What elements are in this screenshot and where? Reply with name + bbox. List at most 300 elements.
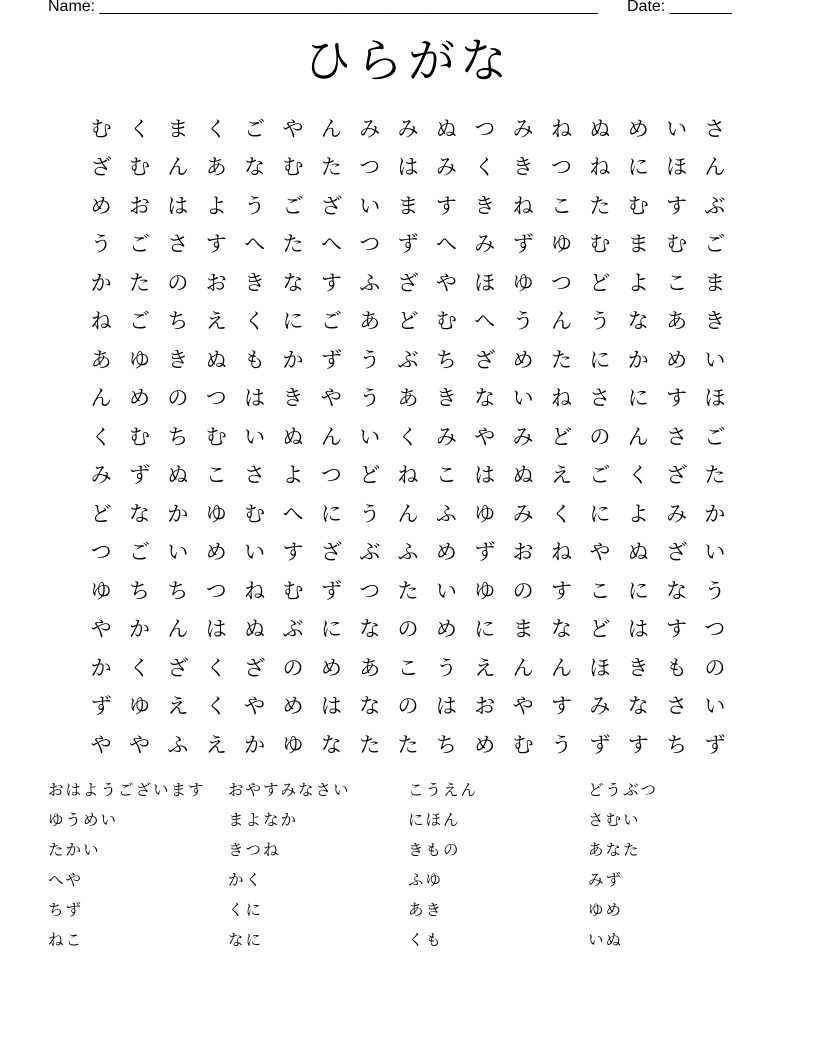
grid-cell: え [205, 732, 227, 757]
grid-cell: た [397, 578, 419, 603]
grid-cell: な [320, 732, 342, 757]
grid-cell: へ [320, 232, 342, 257]
grid-cell: め [282, 694, 304, 719]
grid-cell: へ [282, 501, 304, 526]
grid-cell: ゆ [282, 732, 304, 757]
grid-cell: ご [282, 193, 304, 218]
grid-cell: た [397, 732, 419, 757]
grid-cell: め [90, 193, 112, 218]
grid-cell: つ [205, 386, 227, 411]
grid-cell: に [589, 501, 611, 526]
grid-cell: お [205, 270, 227, 295]
grid-cell: か [90, 270, 112, 295]
grid-cell: ね [550, 116, 572, 141]
grid-cell: む [512, 732, 534, 757]
grid-cell: ん [550, 309, 572, 334]
grid-cell: ど [589, 270, 611, 295]
grid-cell: ぬ [244, 617, 266, 642]
grid-cell: う [550, 732, 572, 757]
grid-row [82, 649, 734, 688]
grid-cell: く [90, 424, 112, 449]
grid-cell: に [474, 617, 496, 642]
grid-cell: ゆ [474, 501, 496, 526]
grid-cell: ふ [167, 732, 189, 757]
grid-cell: つ [550, 155, 572, 180]
grid-row [82, 572, 734, 611]
grid-cell: ざ [244, 655, 266, 680]
grid-cell: の [397, 617, 419, 642]
grid-cell: え [474, 655, 496, 680]
grid-cell: た [589, 193, 611, 218]
grid-cell: ね [550, 540, 572, 565]
grid-cell: た [282, 232, 304, 257]
grid-cell: に [282, 309, 304, 334]
page-title: ひらがな [304, 34, 512, 89]
grid-cell: く [550, 501, 572, 526]
grid-cell: み [512, 424, 534, 449]
word-list-item: あき [408, 901, 444, 919]
grid-cell: な [244, 155, 266, 180]
grid-cell: き [435, 386, 457, 411]
grid-cell: ざ [320, 193, 342, 218]
grid-row [82, 611, 734, 650]
word-list-item: ゆうめい [48, 811, 119, 829]
grid-cell: う [589, 309, 611, 334]
grid-cell: む [627, 193, 649, 218]
grid-cell: み [435, 155, 457, 180]
grid-cell: き [704, 309, 726, 334]
grid-cell: す [282, 540, 304, 565]
grid-cell: こ [397, 655, 419, 680]
grid-cell: ご [589, 463, 611, 488]
grid-cell: む [282, 578, 304, 603]
grid-cell: は [205, 617, 227, 642]
grid-cell: な [550, 617, 572, 642]
grid-cell: さ [666, 424, 688, 449]
grid-cell: ま [512, 617, 534, 642]
grid-cell: め [666, 347, 688, 372]
grid-cell: ね [512, 193, 534, 218]
grid-cell: ほ [704, 386, 726, 411]
grid-cell: ど [359, 463, 381, 488]
grid-cell: ず [589, 732, 611, 757]
name-field-label: Name: ________________________________________________________ [48, 0, 598, 15]
grid-cell: ど [550, 424, 572, 449]
grid-row [82, 341, 734, 380]
grid-cell: た [359, 732, 381, 757]
grid-row [82, 226, 734, 265]
grid-cell: や [474, 424, 496, 449]
grid-cell: ぶ [704, 193, 726, 218]
grid-cell: ぬ [627, 540, 649, 565]
grid-cell: ぶ [282, 617, 304, 642]
grid-cell: み [435, 424, 457, 449]
grid-cell: ゆ [550, 232, 572, 257]
header [0, 0, 816, 20]
grid-cell: に [627, 578, 649, 603]
grid-cell: す [320, 270, 342, 295]
word-list-item: きもの [408, 841, 461, 859]
grid-cell: ご [129, 540, 151, 565]
grid-cell: な [359, 617, 381, 642]
grid-cell: い [704, 347, 726, 372]
grid-cell: う [435, 655, 457, 680]
word-list-item: たかい [48, 841, 101, 859]
grid-cell: な [282, 270, 304, 295]
grid-cell: お [474, 694, 496, 719]
grid-cell: え [167, 694, 189, 719]
grid-cell: ね [550, 386, 572, 411]
grid-cell: き [627, 655, 649, 680]
grid-cell: な [627, 694, 649, 719]
word-list-item: ゆめ [588, 901, 624, 919]
grid-cell: な [666, 578, 688, 603]
word-list-item: かく [228, 871, 264, 889]
grid-cell: ほ [589, 655, 611, 680]
grid-cell: ず [129, 463, 151, 488]
grid-cell: ち [167, 309, 189, 334]
grid-cell: お [129, 193, 151, 218]
word-list-item: ふゆ [408, 871, 444, 889]
grid-cell: い [666, 116, 688, 141]
word-list-item: へや [48, 871, 84, 889]
grid-cell: い [704, 540, 726, 565]
grid-cell: ふ [359, 270, 381, 295]
grid-cell: ざ [666, 463, 688, 488]
grid-cell: に [320, 501, 342, 526]
grid-cell: ほ [666, 155, 688, 180]
grid-cell: う [359, 386, 381, 411]
grid-cell: つ [90, 540, 112, 565]
grid-cell: め [205, 540, 227, 565]
grid-cell: す [435, 193, 457, 218]
grid-cell: ほ [474, 270, 496, 295]
grid-cell: ち [435, 347, 457, 372]
grid-cell: の [704, 655, 726, 680]
grid-cell: な [129, 501, 151, 526]
word-list-item: みず [588, 871, 624, 889]
grid-cell: ね [90, 309, 112, 334]
grid-cell: や [90, 617, 112, 642]
grid-cell: や [435, 270, 457, 295]
grid-cell: な [474, 386, 496, 411]
grid-cell: や [90, 732, 112, 757]
grid-cell: つ [474, 116, 496, 141]
grid-cell: う [359, 347, 381, 372]
grid-cell: こ [435, 463, 457, 488]
grid-cell: ち [167, 578, 189, 603]
grid-cell: ゆ [129, 694, 151, 719]
grid-cell: の [589, 424, 611, 449]
grid-cell: む [205, 424, 227, 449]
grid-cell: や [244, 694, 266, 719]
word-list-item: くも [408, 931, 444, 949]
word-list-item: いぬ [588, 931, 624, 949]
grid-cell: す [627, 732, 649, 757]
grid-cell: ぬ [205, 347, 227, 372]
grid-cell: ざ [666, 540, 688, 565]
grid-cell: こ [205, 463, 227, 488]
grid-cell: え [550, 463, 572, 488]
grid-cell: め [320, 655, 342, 680]
grid-cell: す [666, 617, 688, 642]
grid-cell: す [205, 232, 227, 257]
grid-cell: め [627, 116, 649, 141]
word-list-item: どうぶつ [588, 781, 659, 799]
grid-cell: ご [129, 309, 151, 334]
grid-cell: た [704, 463, 726, 488]
grid-cell: む [129, 155, 151, 180]
grid-cell: み [589, 694, 611, 719]
grid-cell: ざ [397, 270, 419, 295]
grid-cell: す [550, 694, 572, 719]
grid-cell: み [512, 501, 534, 526]
grid-cell: は [397, 155, 419, 180]
grid-cell: く [205, 655, 227, 680]
grid-cell: な [359, 694, 381, 719]
grid-cell: ん [550, 655, 572, 680]
grid-cell: あ [666, 309, 688, 334]
grid-cell: の [397, 694, 419, 719]
grid-cell: ね [589, 155, 611, 180]
grid-cell: ね [397, 463, 419, 488]
grid-cell: く [205, 694, 227, 719]
grid-cell: ざ [474, 347, 496, 372]
grid-cell: ざ [90, 155, 112, 180]
date-field-label: Date: _______ [627, 0, 732, 15]
grid-cell: ぶ [397, 347, 419, 372]
grid-cell: は [627, 617, 649, 642]
grid-cell: さ [167, 232, 189, 257]
grid-row [82, 418, 734, 457]
grid-cell: は [167, 193, 189, 218]
grid-cell: い [359, 424, 381, 449]
grid-cell: ず [320, 347, 342, 372]
grid-cell: ん [90, 386, 112, 411]
grid-cell: く [129, 655, 151, 680]
grid-cell: ち [167, 424, 189, 449]
grid-cell: も [666, 655, 688, 680]
grid-cell: め [435, 617, 457, 642]
grid-cell: み [359, 116, 381, 141]
grid-cell: よ [627, 270, 649, 295]
grid-cell: む [244, 501, 266, 526]
grid-cell: は [320, 694, 342, 719]
grid-cell: む [435, 309, 457, 334]
grid-cell: つ [359, 232, 381, 257]
grid-cell: む [90, 116, 112, 141]
grid-cell: に [627, 155, 649, 180]
word-list-item: きつね [228, 841, 281, 859]
grid-cell: ね [244, 578, 266, 603]
grid-cell: か [282, 347, 304, 372]
grid-row [82, 495, 734, 534]
grid-row [82, 187, 734, 226]
grid-cell: あ [205, 155, 227, 180]
grid-cell: や [589, 540, 611, 565]
grid-cell: ず [512, 232, 534, 257]
grid-row [82, 688, 734, 727]
word-list-item: さむい [588, 811, 641, 829]
grid-cell: い [359, 193, 381, 218]
grid-cell: う [359, 501, 381, 526]
grid-cell: ま [627, 232, 649, 257]
grid-cell: く [474, 155, 496, 180]
grid-cell: め [512, 347, 534, 372]
grid-cell: き [474, 193, 496, 218]
grid-cell: ご [244, 116, 266, 141]
grid-cell: ち [666, 732, 688, 757]
grid-row [82, 534, 734, 573]
grid-cell: つ [704, 617, 726, 642]
grid-cell: ど [589, 617, 611, 642]
grid-cell: ご [129, 232, 151, 257]
grid-cell: こ [589, 578, 611, 603]
grid-cell: ま [704, 270, 726, 295]
grid-cell: へ [435, 232, 457, 257]
grid-cell: ん [320, 424, 342, 449]
grid-cell: き [282, 386, 304, 411]
grid-cell: も [244, 347, 266, 372]
grid-cell: ん [167, 155, 189, 180]
grid-cell: え [205, 309, 227, 334]
grid-cell: よ [205, 193, 227, 218]
grid-row [82, 457, 734, 496]
grid-cell: や [512, 694, 534, 719]
grid-cell: ぶ [359, 540, 381, 565]
grid-cell: い [435, 578, 457, 603]
word-list-item: ねこ [48, 931, 84, 949]
grid-cell: ざ [167, 655, 189, 680]
grid-cell: お [512, 540, 534, 565]
grid-cell: は [435, 694, 457, 719]
grid-cell: あ [397, 386, 419, 411]
grid-cell: い [512, 386, 534, 411]
grid-cell: ず [90, 694, 112, 719]
grid-cell: や [320, 386, 342, 411]
grid-cell: い [244, 424, 266, 449]
grid-cell: ゆ [129, 347, 151, 372]
grid-cell: つ [205, 578, 227, 603]
grid-cell: ず [474, 540, 496, 565]
grid-cell: よ [627, 501, 649, 526]
grid-cell: む [666, 232, 688, 257]
grid-row [82, 726, 734, 765]
grid-cell: あ [90, 347, 112, 372]
word-list [48, 777, 768, 957]
word-list-item: まよなか [228, 811, 299, 829]
grid-cell: ご [704, 424, 726, 449]
word-list-item: おやすみなさい [228, 781, 351, 799]
grid-cell: む [129, 424, 151, 449]
grid-cell: さ [704, 116, 726, 141]
grid-cell: ゆ [474, 578, 496, 603]
grid-cell: き [512, 155, 534, 180]
grid-cell: み [666, 501, 688, 526]
grid-cell: や [282, 116, 304, 141]
word-list-item: くに [228, 901, 264, 919]
word-list-item: ちず [48, 901, 84, 919]
grid-cell: つ [550, 270, 572, 295]
grid-cell: の [282, 655, 304, 680]
grid-cell: へ [244, 232, 266, 257]
grid-cell: ご [320, 309, 342, 334]
grid-cell: ず [320, 578, 342, 603]
grid-cell: ん [397, 501, 419, 526]
grid-cell: こ [666, 270, 688, 295]
grid-cell: は [244, 386, 266, 411]
grid-cell: か [129, 617, 151, 642]
grid-cell: み [474, 232, 496, 257]
grid-cell: ん [627, 424, 649, 449]
grid-cell: よ [282, 463, 304, 488]
grid-cell: う [512, 309, 534, 334]
word-list-item: にほん [408, 811, 461, 829]
grid-cell: ん [704, 155, 726, 180]
grid-cell: ぬ [435, 116, 457, 141]
word-list-item: なに [228, 931, 264, 949]
grid-cell: つ [359, 155, 381, 180]
grid-cell: き [244, 270, 266, 295]
grid-cell: た [550, 347, 572, 372]
grid-cell: の [167, 270, 189, 295]
grid-cell: ぬ [282, 424, 304, 449]
grid-cell: い [704, 694, 726, 719]
grid-cell: ゆ [512, 270, 534, 295]
grid-cell: す [666, 386, 688, 411]
grid-cell: あ [359, 309, 381, 334]
grid-row [82, 264, 734, 303]
grid-cell: み [397, 116, 419, 141]
grid-cell: な [627, 309, 649, 334]
grid-cell: ん [167, 617, 189, 642]
grid-cell: の [512, 578, 534, 603]
grid-cell: ま [397, 193, 419, 218]
grid-cell: ぬ [167, 463, 189, 488]
grid-cell: く [397, 424, 419, 449]
grid-cell: め [474, 732, 496, 757]
grid-cell: う [90, 232, 112, 257]
word-list-item: おはようございます [48, 781, 206, 799]
grid-cell: は [474, 463, 496, 488]
grid-cell: く [205, 116, 227, 141]
grid-cell: に [589, 347, 611, 372]
grid-cell: ち [129, 578, 151, 603]
grid-cell: ふ [435, 501, 457, 526]
grid-cell: つ [320, 463, 342, 488]
grid-cell: ぬ [512, 463, 534, 488]
grid-cell: む [589, 232, 611, 257]
grid-cell: き [167, 347, 189, 372]
grid-cell: こ [550, 193, 572, 218]
grid-cell: ま [167, 116, 189, 141]
grid-cell: く [129, 116, 151, 141]
grid-cell: む [282, 155, 304, 180]
grid-cell: く [244, 309, 266, 334]
grid-cell: か [167, 501, 189, 526]
grid-cell: さ [666, 694, 688, 719]
grid-cell: ゆ [90, 578, 112, 603]
word-search-grid [82, 110, 734, 765]
grid-cell: い [167, 540, 189, 565]
grid-cell: か [90, 655, 112, 680]
grid-cell: ず [704, 732, 726, 757]
grid-cell: さ [244, 463, 266, 488]
grid-cell: め [129, 386, 151, 411]
grid-cell: め [435, 540, 457, 565]
grid-row [82, 303, 734, 342]
grid-row [82, 380, 734, 419]
